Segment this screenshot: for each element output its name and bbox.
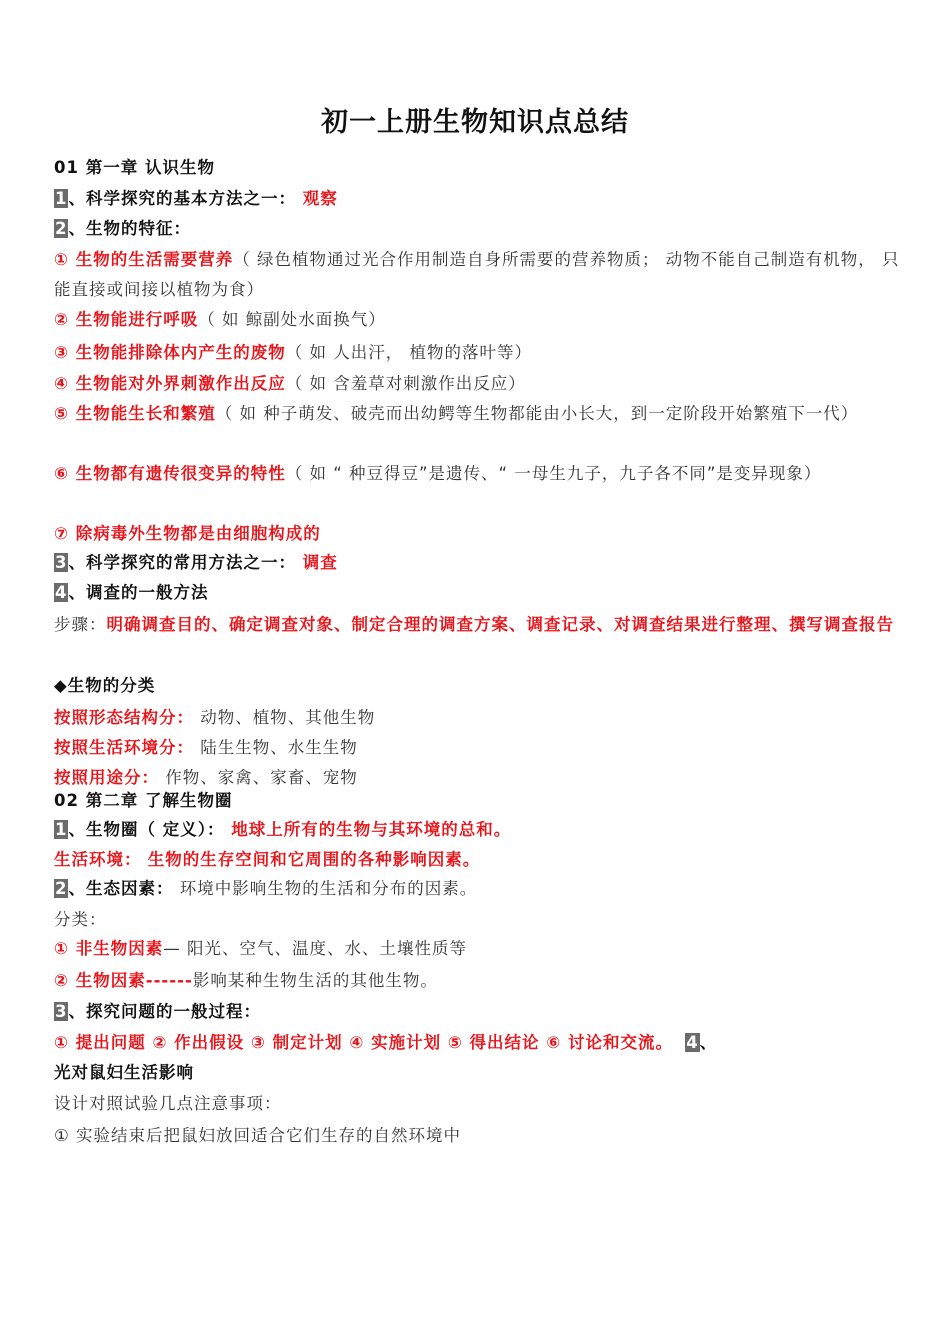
classification-heading: ◆生物的分类 <box>54 676 156 695</box>
classification-text: 分类： <box>54 910 107 929</box>
section-1-3 <box>54 548 904 578</box>
classification-2 <box>54 733 904 763</box>
classification-value: 作物、家禽、家畜、宠物 <box>165 768 358 787</box>
factor-value: — 阳光、空气、温度、水、土壤性质等 <box>163 939 467 958</box>
section-number: 3 <box>55 553 68 572</box>
section-1-1 <box>54 184 904 214</box>
section-label: 、生物圈（ 定义）： <box>68 820 225 839</box>
section-label: 、生物的特征： <box>68 219 191 238</box>
section-2-4-label: 光对鼠妇生活影响 <box>54 1063 194 1082</box>
feature-note: （ 如 含羞草对刺激作出反应） <box>285 374 526 393</box>
environment-label: 生活环境： <box>54 850 142 869</box>
feature-note: （ 绿色植物通过光合作用制造自身所需要的营养物质； 动物不能自己制造有机物， 只能直接或间接以植物为食） <box>54 250 900 299</box>
feature-1 <box>54 245 904 305</box>
feature-note: （ 如 “ 种豆得豆”是遗传、“ 一母生九子，九子各不同”是变异现象） <box>285 464 822 483</box>
section-number-tail: 、 <box>699 1033 718 1052</box>
feature-4 <box>54 369 904 399</box>
section-number: 3 <box>55 1002 68 1021</box>
environment-value: 生物的生存空间和它周围的各种影响因素。 <box>147 850 481 869</box>
section-1-4 <box>54 578 904 608</box>
steps-value: 明确调查目的、确定调查对象、制定合理的调查方案、调查记录、对调查结果进行整理、撰写调查报告 <box>106 615 894 634</box>
feature-6 <box>54 459 904 489</box>
section-number: 1 <box>55 189 68 208</box>
feature-title: ⑤ 生物能生长和繁殖 <box>54 404 216 423</box>
process-steps: ① 提出问题 ② 作出假设 ③ 制定计划 ④ 实施计划 ⑤ 得出结论 ⑥ 讨论和交流。 <box>54 1033 674 1052</box>
section-number: 4 <box>686 1033 699 1052</box>
section-number: 4 <box>55 583 68 602</box>
classification-label: 按照生活环境分： <box>54 738 194 757</box>
feature-2 <box>54 305 904 335</box>
section-label: 、科学探究的基本方法之一： <box>68 189 296 208</box>
design-note-1: ① 实验结束后把鼠妇放回适合它们生存的自然环境中 <box>54 1126 462 1145</box>
steps-label: 步骤： <box>54 615 107 634</box>
feature-title: ① 生物的生活需要营养 <box>54 250 234 269</box>
factor-2 <box>54 966 904 996</box>
feature-title: ② 生物能进行呼吸 <box>54 310 199 329</box>
section-number: 2 <box>55 219 68 238</box>
design-notes-heading: 设计对照试验几点注意事项： <box>54 1094 282 1113</box>
section-value: 调查 <box>302 553 338 572</box>
classification-value: 陆生生物、水生生物 <box>200 738 358 757</box>
feature-5 <box>54 399 904 429</box>
feature-3 <box>54 338 904 368</box>
section-label: 、调查的一般方法 <box>68 583 209 602</box>
chapter-1-heading: 01 第一章 认识生物 <box>54 158 215 177</box>
feature-note: （ 如 鲸副处水面换气） <box>198 310 386 329</box>
feature-title: ④ 生物能对外界刺激作出反应 <box>54 374 286 393</box>
feature-note: （ 如 种子萌发、破壳而出幼鳄等生物都能由小长大，到一定阶段开始繁殖下一代） <box>215 404 859 423</box>
section-label: 、探究问题的一般过程： <box>68 1002 261 1021</box>
factor-label: ② 生物因素------ <box>54 971 193 990</box>
page-title: 初一上册生物知识点总结 <box>321 107 629 138</box>
classification-value: 动物、植物、其他生物 <box>200 708 376 727</box>
factor-label: ① 非生物因素 <box>54 939 164 958</box>
classification-label: 按照形态结构分： <box>54 708 194 727</box>
section-number: 2 <box>55 879 68 898</box>
section-1-2 <box>54 214 904 244</box>
section-2-2 <box>54 874 904 904</box>
feature-title: ③ 生物能排除体内产生的废物 <box>54 343 286 362</box>
survey-steps <box>54 610 904 640</box>
section-value: 地球上所有的生物与其环境的总和。 <box>231 820 512 839</box>
feature-7 <box>54 519 904 549</box>
classification-1 <box>54 703 904 733</box>
inquiry-process <box>54 1028 904 1058</box>
factor-value: 影响某种生物生活的其他生物。 <box>192 971 438 990</box>
section-2-3 <box>54 997 904 1027</box>
classification-label: 按照用途分： <box>54 768 159 787</box>
section-label: 、生态因素： <box>68 879 174 898</box>
factor-1 <box>54 934 904 964</box>
section-value: 环境中影响生物的生活和分布的因素。 <box>179 879 478 898</box>
chapter-2-heading: 02 第二章 了解生物圈 <box>54 791 233 810</box>
feature-note: （ 如 人出汗， 植物的落叶等） <box>285 343 532 362</box>
living-environment <box>54 845 904 875</box>
feature-title: ⑦ 除病毒外生物都是由细胞构成的 <box>54 524 321 543</box>
section-2-1 <box>54 815 904 845</box>
section-value: 观察 <box>302 189 338 208</box>
feature-title: ⑥ 生物都有遗传很变异的特性 <box>54 464 286 483</box>
section-number: 1 <box>55 820 68 839</box>
section-label: 、科学探究的常用方法之一： <box>68 553 296 572</box>
